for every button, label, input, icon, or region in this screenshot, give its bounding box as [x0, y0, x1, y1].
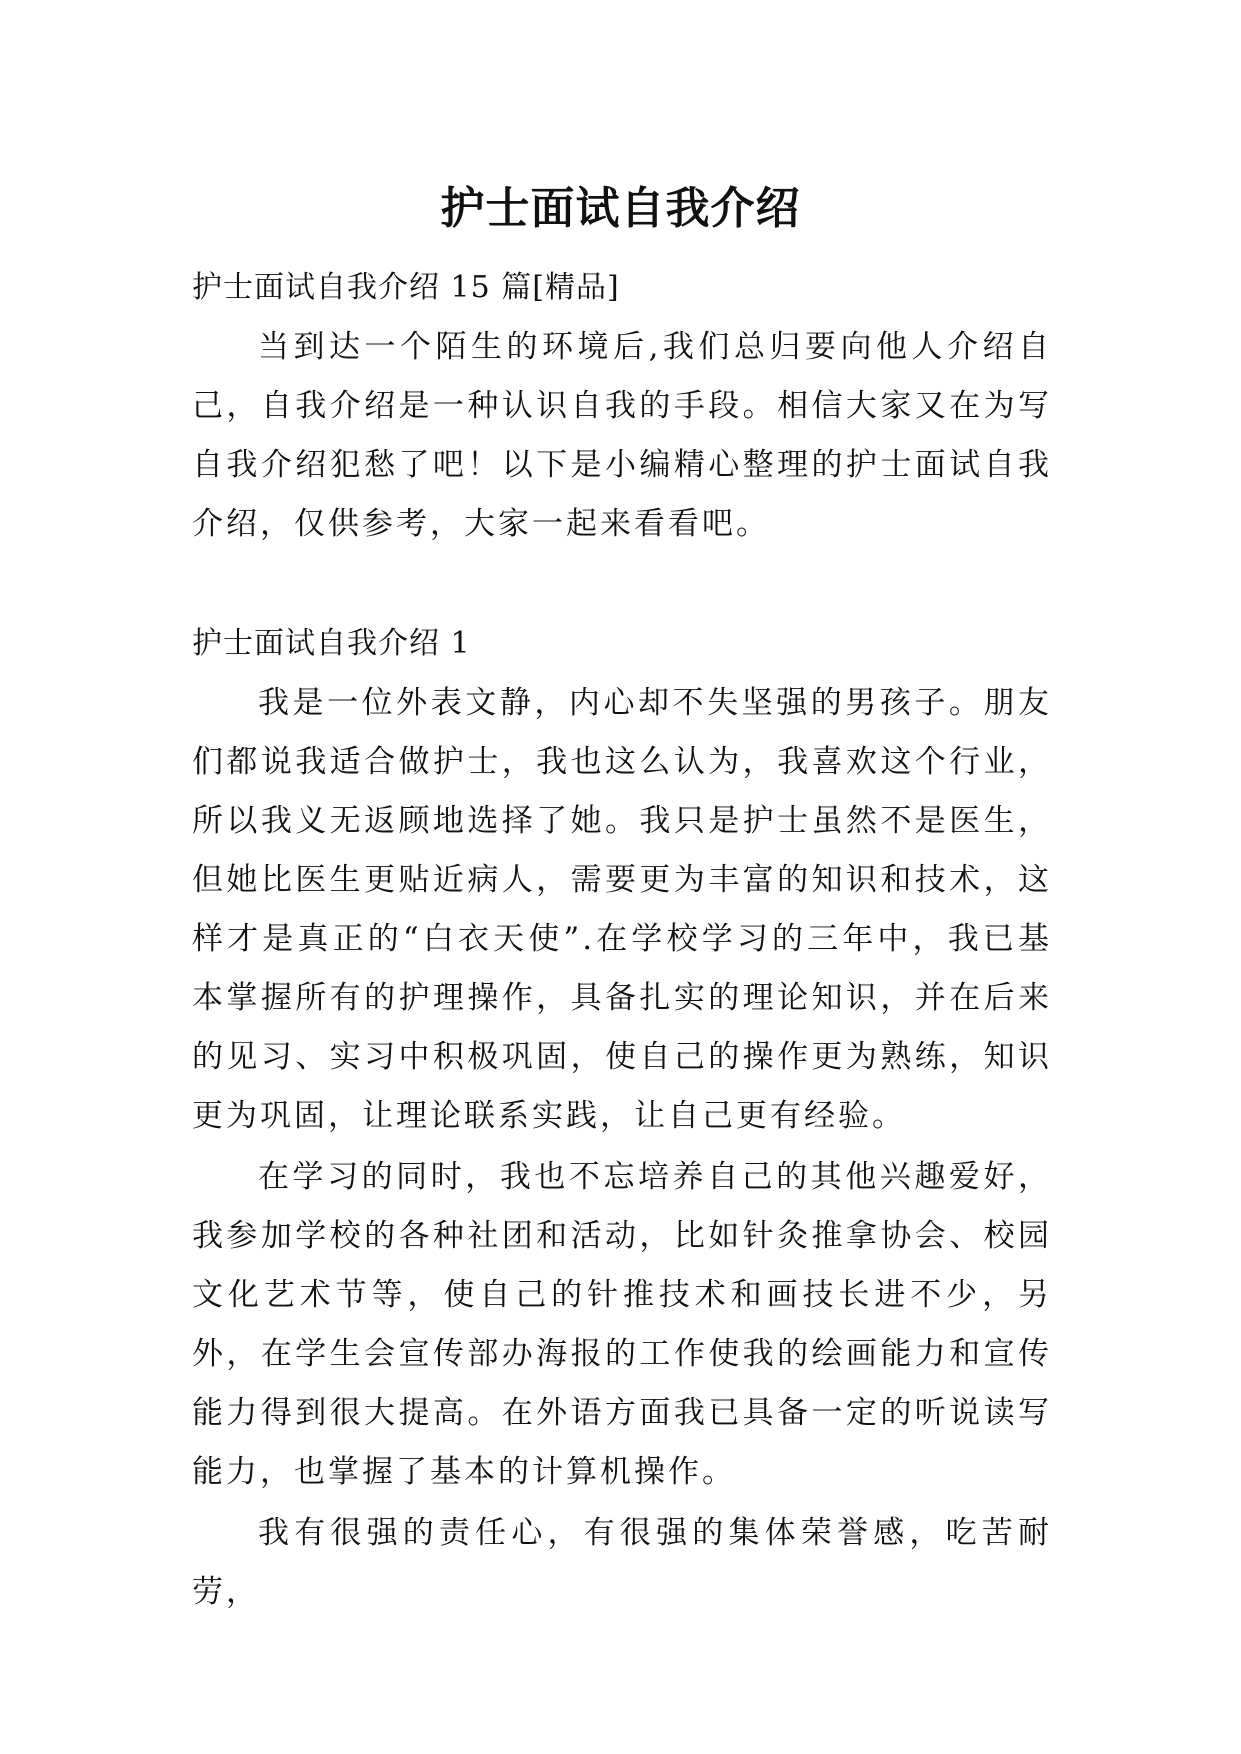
intro-paragraph: 当到达一个陌生的环境后,我们总归要向他人介绍自己，自我介绍是一种认识自我的手段。相信大家又在为写自我介绍犯愁了吧！以下是小编精心整理的护士面试自我介绍，仅供参考，大家一起来看看吧。 [192, 329, 1052, 542]
body-paragraph-2: 在学习的同时，我也不忘培养自己的其他兴趣爱好，我参加学校的各种社团和活动，比如针灸推拿协会、校园文化艺术节等，使自己的针推技术和画技长进不少，另外，在学生会宣传部办海报的工作使我的绘画能力和宣传能力得到很大提高。在外语方面我已具备一定的听说读写能力，也掌握了基本的计算机操作。 [192, 1159, 1052, 1490]
section-spacer [192, 554, 1052, 614]
body-paragraph-1: 我是一位外表文静，内心却不失坚强的男孩子。朋友们都说我适合做护士，我也这么认为，我喜欢这个行业，所以我义无返顾地选择了她。我只是护士虽然不是医生，但她比医生更贴近病人，需要更为丰富的知识和技术，这样才是真正的“白衣天使”.在学校学习的三年中，我已基本掌握所有的护理操作，具备扎实的理论知识，并在后来的见习、实习中积极巩固，使自己的操作更为熟练，知识更为巩固，让理论联系实践，让自己更有经验。 [192, 685, 1052, 1134]
document-subtitle: 护士面试自我介绍 15 篇[精品] [192, 270, 620, 305]
document-title: 护士面试自我介绍 [440, 183, 801, 235]
section-heading: 护士面试自我介绍 1 [192, 626, 471, 661]
body-paragraph-3: 我有很强的责任心，有很强的集体荣誉感，吃苦耐劳， [192, 1515, 1052, 1610]
document-body [192, 258, 1052, 1622]
